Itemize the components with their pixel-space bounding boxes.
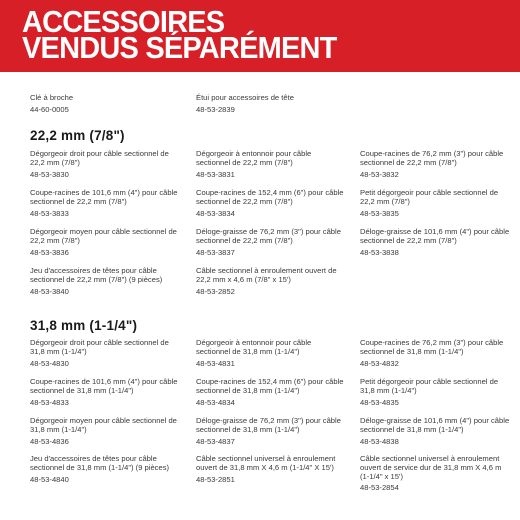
accessory-item [360,339,510,368]
accessory-item [30,339,180,368]
accessory-item [360,378,510,407]
accessory-item [360,455,510,492]
accessory-number: 48-53-4833 [30,397,69,407]
accessory-name: Dégorgeoir moyen pour câble sectionnel de 22,2 mm (7/8") [30,227,177,245]
accessory-name: Étui pour accessoires de tête [196,93,294,102]
accessory-item [360,228,510,257]
accessory-name: Petit dégorgeoir pour câble sectionnel de 31,8 mm (1-1/4") [360,377,499,395]
accessory-number: 48-53-2851 [196,474,235,484]
accessory-number: 48-53-3831 [196,169,235,179]
accessory-name: Coupe-racines de 152,4 mm (6") pour câble sectionnel de 31,8 mm (1-1/4") [196,377,344,395]
accessory-item [360,417,510,446]
accessory-number: 48-53-3830 [30,169,69,179]
accessory-name: Coupe-racines de 101,6 mm (4") pour câble sectionnel de 22,2 mm (7/8") [30,188,178,206]
accessory-item [196,189,346,218]
accessory-name: Jeu d'accessoires de têtes pour câble sectionnel de 31,8 mm (1-1/4") (9 pièces) [30,454,170,472]
accessory-name: Déloge-graisse de 101,6 mm (4") pour câble sectionnel de 31,8 mm (1-1/4") [360,416,510,434]
accessory-name: Dégorgeoir moyen pour câble sectionnel de 31,8 mm (1-1/4") [30,416,177,434]
accessory-item [196,378,346,407]
accessory-item [30,378,180,407]
accessory-name: Déloge-graisse de 76,2 mm (3") pour câble sectionnel de 31,8 mm (1-1/4") [196,416,341,434]
accessory-item [360,189,510,218]
accessory-number: 48-53-4838 [360,436,399,446]
accessory-item [196,228,346,257]
accessory-name: Coupe-racines de 152,4 mm (6") pour câble sectionnel de 22,2 mm (7/8") [196,188,344,206]
accessory-name: Petit dégorgeoir pour câble sectionnel de 22,2 mm (7/8") [360,188,499,206]
accessory-number: 48-53-3832 [360,169,399,179]
accessory-name: Clé à broche [30,93,74,102]
accessory-name: Dégorgeoir à entonnoir pour câble sectionnel de 22,2 mm (7/8") [196,149,312,167]
accessory-number: 44-60-0005 [30,104,69,114]
accessory-item [30,228,180,257]
accessory-number: 48-53-4836 [30,436,69,446]
accessory-item [196,339,346,368]
accessory-item [196,455,346,484]
accessory-number: 48-53-3835 [360,208,399,218]
section-title-31mm: 31,8 mm (1-1/4") [30,318,138,333]
accessory-number: 48-53-3834 [196,208,235,218]
accessory-item [30,94,180,114]
accessory-name: Déloge-graisse de 101,6 mm (4") pour câble sectionnel de 22,2 mm (7/8") [360,227,510,245]
accessory-name: Câble sectionnel universel à enroulement ouvert de 31,8 mm X 4,6 m (1-1/4" X 15') [196,454,336,472]
accessory-number: 48-53-2852 [196,286,235,296]
accessory-name: Déloge-graisse de 76,2 mm (3") pour câble sectionnel de 22,2 mm (7/8") [196,227,341,245]
banner-title-line-2: VENDUS SÉPARÉMENT [22,31,337,66]
accessory-name: Dégorgeoir droit pour câble sectionnel de 31,8 mm (1-1/4") [30,338,169,356]
accessory-name: Coupe-racines de 76,2 mm (3") pour câble sectionnel de 22,2 mm (7/8") [360,149,504,167]
accessory-name: Câble sectionnel universel à enroulement ouvert de service dur de 31,8 mm X 4,6 m (1-1/4" x 15') [360,454,502,481]
header-banner [0,0,520,72]
accessory-number: 48-53-4837 [196,436,235,446]
accessory-number: 48-53-4832 [360,358,399,368]
accessory-name: Dégorgeoir à entonnoir pour câble sectionnel de 31,8 mm (1-1/4") [196,338,312,356]
accessory-name: Jeu d'accessoires de têtes pour câble sectionnel de 22,2 mm (7/8") (9 pièces) [30,266,163,284]
section-title-22mm: 22,2 mm (7/8") [30,128,125,143]
accessory-item [30,417,180,446]
accessory-number: 48-53-2839 [196,104,235,114]
accessory-item [360,150,510,179]
accessory-item [30,150,180,179]
accessory-name: Coupe-racines de 76,2 mm (3") pour câble sectionnel de 31,8 mm (1-1/4") [360,338,504,356]
accessory-number: 48-53-4840 [30,474,69,484]
accessory-item [196,267,346,296]
accessory-item [30,455,180,484]
accessory-number: 48-53-4831 [196,358,235,368]
accessory-name: Coupe-racines de 101,6 mm (4") pour câble sectionnel de 31,8 mm (1-1/4") [30,377,178,395]
accessory-item [30,189,180,218]
accessory-number: 48-53-3837 [196,247,235,257]
accessory-item [196,94,346,114]
accessory-name: Dégorgeoir droit pour câble sectionnel de 22,2 mm (7/8") [30,149,169,167]
accessory-number: 48-53-4830 [30,358,69,368]
accessory-item [30,267,180,296]
accessory-item [196,150,346,179]
accessory-number: 48-53-4834 [196,397,235,407]
accessory-item [196,417,346,446]
accessory-number: 48-53-3838 [360,247,399,257]
accessory-number: 48-53-3833 [30,208,69,218]
accessory-number: 48-53-3836 [30,247,69,257]
accessory-name: Câble sectionnel à enroulement ouvert de 22,2 mm x 4,6 m (7/8" x 15') [196,266,337,284]
accessory-number: 48-53-4835 [360,397,399,407]
accessory-number: 48-53-2854 [360,483,399,493]
accessory-number: 48-53-3840 [30,286,69,296]
banner-title-line-1: ACCESSOIRES [22,5,225,40]
